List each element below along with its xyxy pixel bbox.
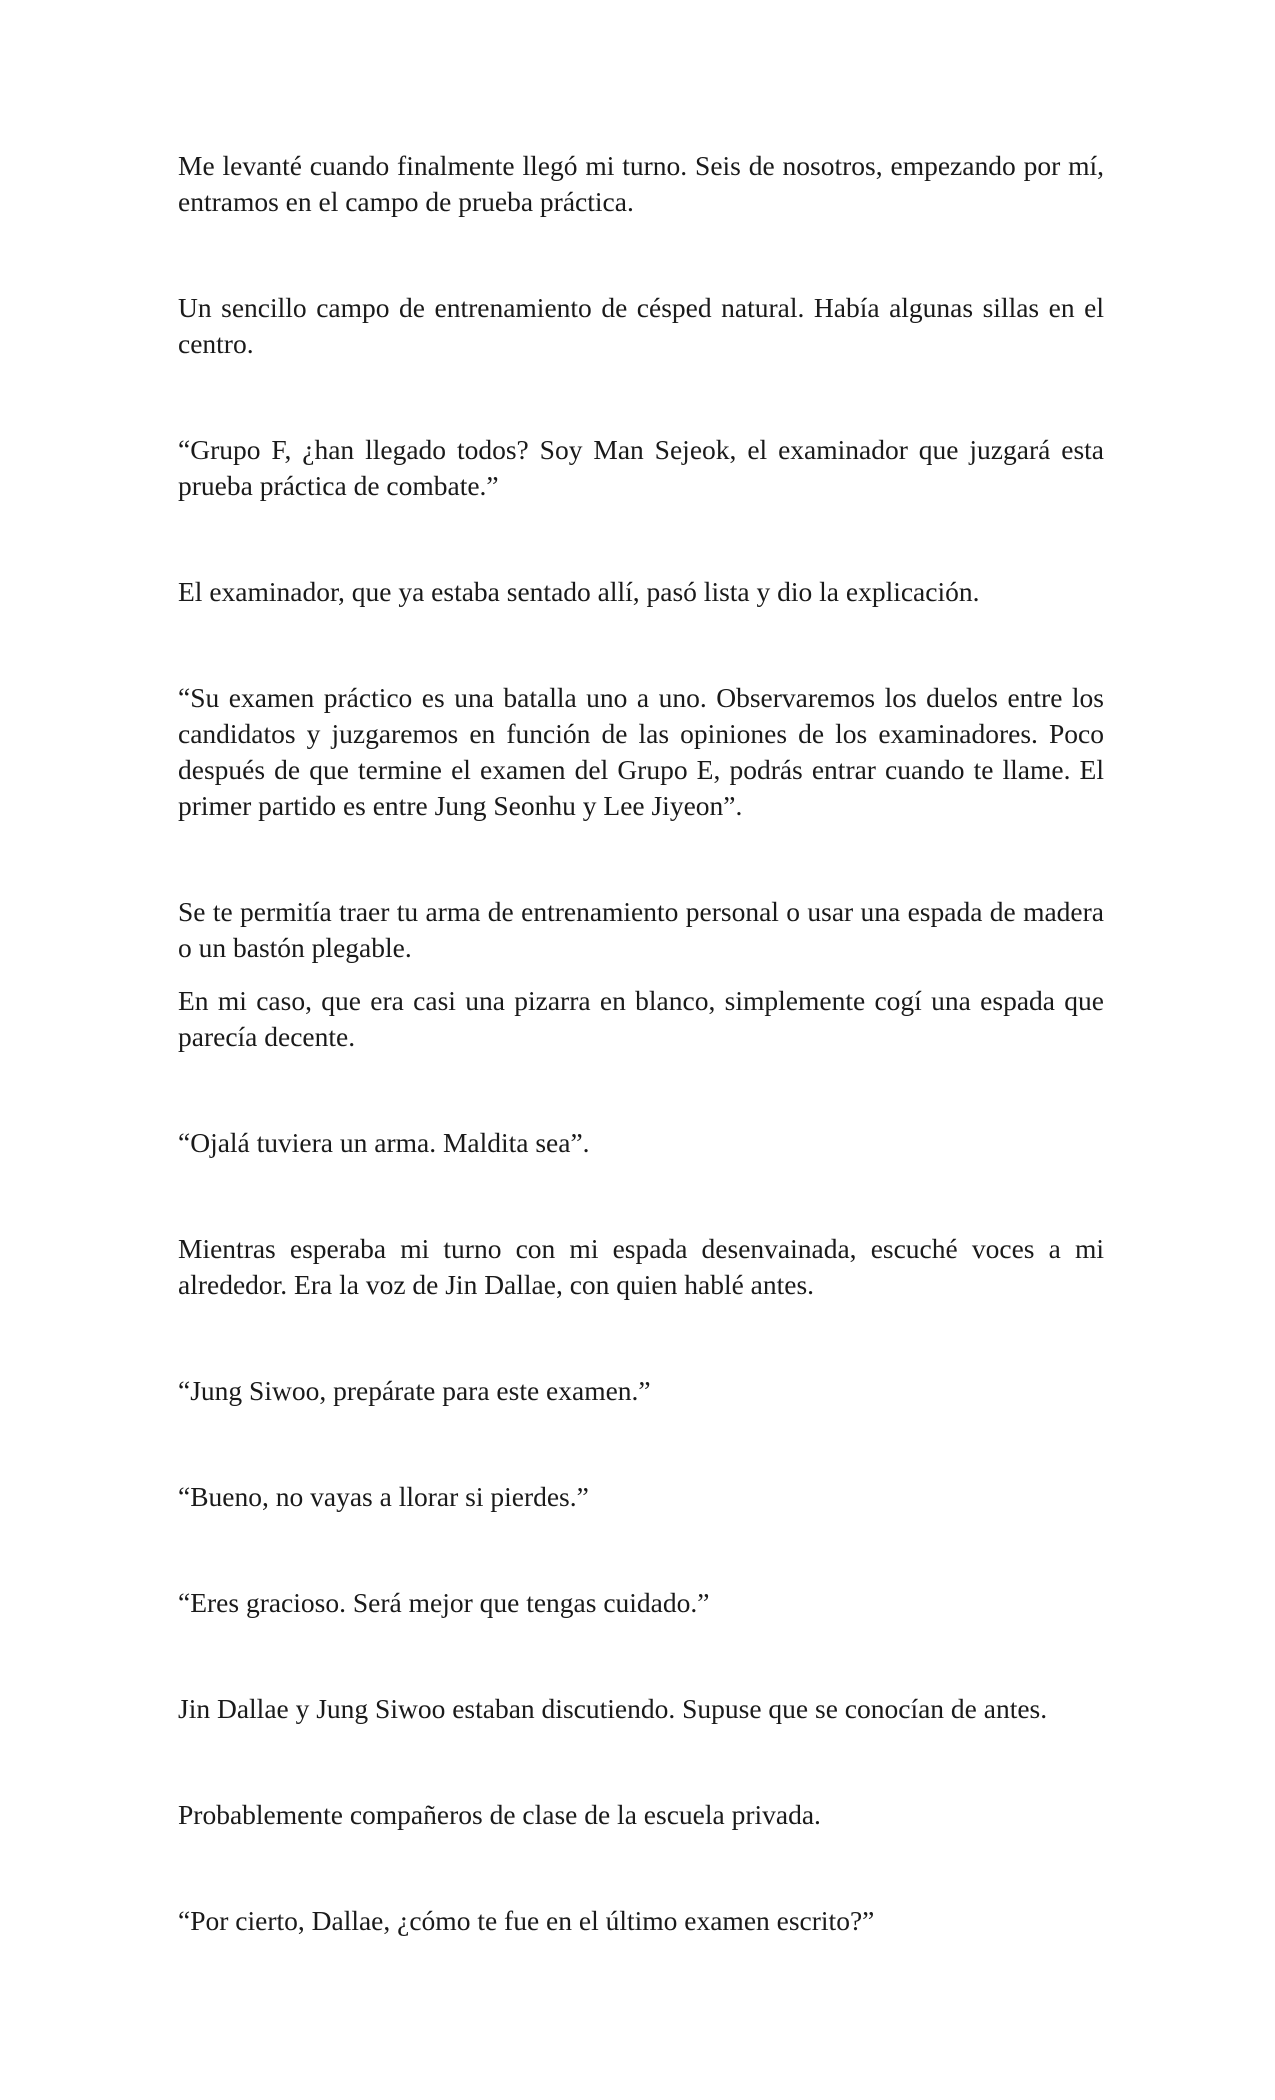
- paragraph: “Por cierto, Dallae, ¿cómo te fue en el último examen escrito?”: [178, 1905, 875, 1936]
- paragraph: “Ojalá tuviera un arma. Maldita sea”.: [178, 1127, 590, 1158]
- paragraph: “Su examen práctico es una batalla uno a uno. Observaremos los duelos entre los candidatos y juzgaremos en función de las opiniones de los examinadores. Poco después de que termine el examen del Grupo E, podrás entrar cuando te llame. El primer partido es entre Jung Seonhu y Lee Jiyeon”.: [178, 682, 1104, 821]
- paragraph: Se te permitía traer tu arma de entrenamiento personal o usar una espada de madera o un bastón plegable.: [178, 896, 1104, 963]
- paragraph: Mientras esperaba mi turno con mi espada desenvainada, escuché voces a mi alrededor. Era la voz de Jin Dallae, con quien hablé antes.: [178, 1233, 1104, 1300]
- paragraph: En mi caso, que era casi una pizarra en blanco, simplemente cogí una espada que parecía decente.: [178, 985, 1104, 1052]
- paragraph: “Eres gracioso. Será mejor que tengas cuidado.”: [178, 1587, 710, 1618]
- paragraph: “Bueno, no vayas a llorar si pierdes.”: [178, 1481, 589, 1512]
- paragraph: “Jung Siwoo, prepárate para este examen.”: [178, 1375, 651, 1406]
- paragraph: “Grupo F, ¿han llegado todos? Soy Man Sejeok, el examinador que juzgará esta prueba práctica de combate.”: [178, 434, 1104, 501]
- paragraph: Probablemente compañeros de clase de la escuela privada.: [178, 1799, 821, 1830]
- paragraph: Me levanté cuando finalmente llegó mi turno. Seis de nosotros, empezando por mí, entramos en el campo de prueba práctica.: [178, 150, 1104, 217]
- document-body: [178, 148, 1104, 1939]
- paragraph: Un sencillo campo de entrenamiento de césped natural. Había algunas sillas en el centro.: [178, 292, 1104, 359]
- paragraph: El examinador, que ya estaba sentado allí, pasó lista y dio la explicación.: [178, 576, 980, 607]
- paragraph: Jin Dallae y Jung Siwoo estaban discutiendo. Supuse que se conocían de antes.: [178, 1693, 1048, 1724]
